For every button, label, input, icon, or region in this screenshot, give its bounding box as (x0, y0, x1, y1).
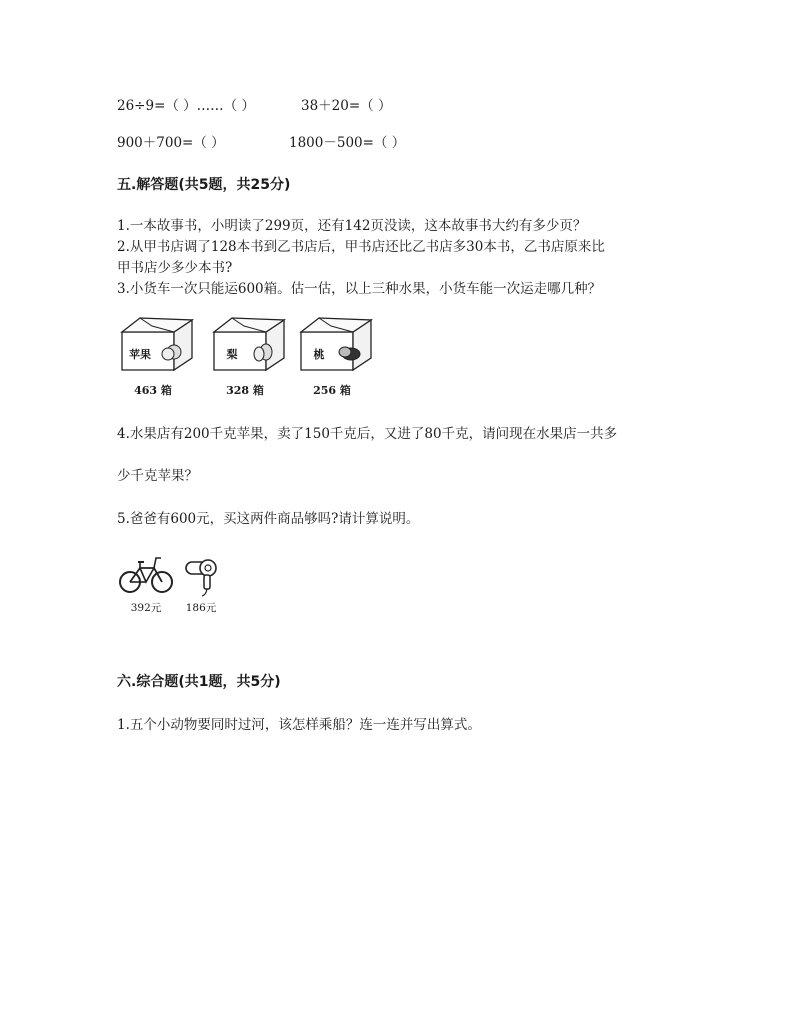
question-5-3: 3.小货车一次只能运600箱。估一估，以上三种水果，小货车能一次运走哪几种？ (117, 281, 602, 297)
question-5-5: 5.爸爸有600元，买这两件商品够吗?请计算说明。 (117, 511, 420, 527)
calc-row1-right: 38＋20=（ ） (301, 98, 392, 114)
question-5-2-line2: 甲书店少多少本书? (117, 260, 233, 276)
price-bicycle: 392元 (130, 602, 162, 614)
fruit-box-pear (210, 312, 290, 397)
box-label-peach: 桃 (313, 348, 325, 361)
box-icon (118, 312, 198, 372)
bicycle-icon (118, 552, 174, 596)
question-5-1: 1.一本故事书，小明读了299页，还有142页没读，这本故事书大约有多少页？ (117, 218, 587, 234)
section6-title: 六.综合题(共1题，共5分) (117, 674, 281, 690)
question-5-4-line2: 少千克苹果？ (117, 468, 198, 484)
question-5-2-line1: 2.从甲书店调了128本书到乙书店后，甲书店还比乙书店多30本书，乙书店原来比 (117, 239, 605, 255)
fruit-box-apple (118, 312, 198, 397)
calc-row2-right: 1800－500=（ ） (289, 135, 406, 151)
product-bicycle (118, 552, 174, 614)
fruit-box-peach (297, 312, 377, 397)
box-count-apple: 463 箱 (134, 384, 172, 397)
question-6-1: 1.五个小动物要同时过河，该怎样乘船？连一连并写出算式。 (117, 717, 481, 733)
price-hair-dryer: 186元 (185, 602, 217, 614)
hair-dryer-icon (184, 556, 220, 598)
box-icon (210, 312, 290, 372)
section5-title: 五.解答题(共5题，共25分) (117, 177, 291, 193)
calc-row1-left: 26÷9=（ ）……（ ） (117, 98, 255, 114)
product-hair-dryer (184, 556, 220, 614)
question-5-4-line1: 4.水果店有200千克苹果，卖了150千克后，又进了80千克，请问现在水果店一共多 (117, 426, 618, 442)
box-count-peach: 256 箱 (313, 384, 351, 397)
box-label-pear: 梨 (226, 348, 238, 361)
box-count-pear: 328 箱 (226, 384, 264, 397)
box-icon (297, 312, 377, 372)
calc-row2-left: 900＋700=（ ） (117, 135, 225, 151)
box-label-apple: 苹果 (129, 348, 151, 361)
